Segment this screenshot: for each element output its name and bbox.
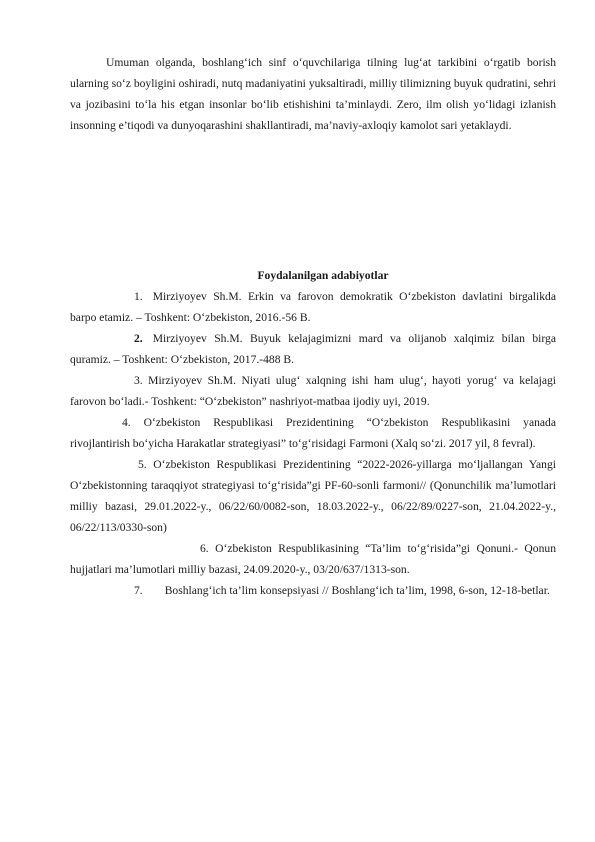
- reference-item: [70, 412, 556, 454]
- reference-text: O‘zbekiston Respublikasi Prezidentining “2022-2026-yillarga mo‘ljallangan Yangi O‘zbekistonning taraqqiyot strategiyasi to‘g‘risida”gi PF-60-sonli farmoni// (Qonunchilik ma’lumotlari milliy bazasi, 29.01.2022-y., 06/22/60/0082-son, 18.03.2022-y., 06/22/89/0227-son, 21.04.2022-y., 06/22/113/0330-son): [70, 458, 556, 534]
- references-list: [70, 286, 556, 601]
- reference-text: O‘zbekiston Respublikasining “Ta’lim to‘g‘risida”gi Qonuni.- Qonun hujjatlari ma’lumotlari milliy bazasi, 24.09.2020-y., 03/20/637/1313-son.: [70, 542, 556, 576]
- reference-text: O‘zbekiston Respublikasi Prezidentining “O‘zbekiston Respublikasini yanada rivojlantirish bo‘yicha Harakatlar strategiyasi” to‘g‘risidagi Farmoni (Xalq so‘zi. 2017 yil, 8 fevral).: [70, 416, 557, 450]
- reference-item: [70, 538, 556, 580]
- reference-number: 5.: [138, 458, 147, 471]
- reference-text: Mirziyoyev Sh.M. Erkin va farovon demokratik O‘zbekiston davlatini birgalikda barpo etamiz. – Toshkent: O‘zbekiston, 2016.-56 B.: [70, 290, 556, 324]
- reference-item: [70, 580, 556, 601]
- reference-item: [70, 286, 556, 328]
- reference-number: 2.: [134, 332, 143, 345]
- reference-text: Mirziyoyev Sh.M. Niyati ulug‘ xalqning ishi ham ulug‘, hayoti yorug‘ va kelajagi farovon bo‘ladi.- Toshkent: “O‘zbekiston” nashriyot-matbaa ijodiy uyi, 2019.: [70, 374, 556, 408]
- reference-item: [70, 328, 556, 370]
- reference-item: [70, 370, 556, 412]
- reference-item: [70, 454, 556, 538]
- document-page: [70, 52, 556, 601]
- blank-space: [70, 136, 556, 265]
- body-paragraph: Umuman olganda, boshlang‘ich sinf o‘quvchilariga tilning lug‘at tarkibini o‘rgatib borish ularning so‘z boyligini oshiradi, nutq madaniyatini yuksaltiradi, milliy tilimizning buyuk qudratini, sehri va jozibasini to‘la his etgan insonlar bo‘lib etishishini ta’minlaydi. Zero, ilm olish yo‘lidagi izlanish insonning e’tiqodi va dunyoqarashini shakllantiradi, ma’naviy-axloqiy kamolot sari yetaklaydi.: [70, 56, 556, 132]
- reference-number: 6.: [200, 542, 209, 555]
- reference-number: 4.: [122, 416, 131, 429]
- reference-number: 3.: [134, 374, 143, 387]
- reference-text: Mirziyoyev Sh.M. Buyuk kelajagimizni mard va olijanob xalqimiz bilan birga quramiz. – Toshkent: O‘zbekiston, 2017.-488 B.: [70, 332, 556, 366]
- reference-number: 7.: [134, 584, 143, 597]
- reference-number: 1.: [134, 290, 143, 303]
- references-heading: Foydalanilgan adabiyotlar: [257, 269, 389, 282]
- reference-text: Boshlang‘ich ta’lim konsepsiyasi // Boshlang‘ich ta’lim, 1998, 6-son, 12-18-betlar.: [164, 584, 550, 597]
